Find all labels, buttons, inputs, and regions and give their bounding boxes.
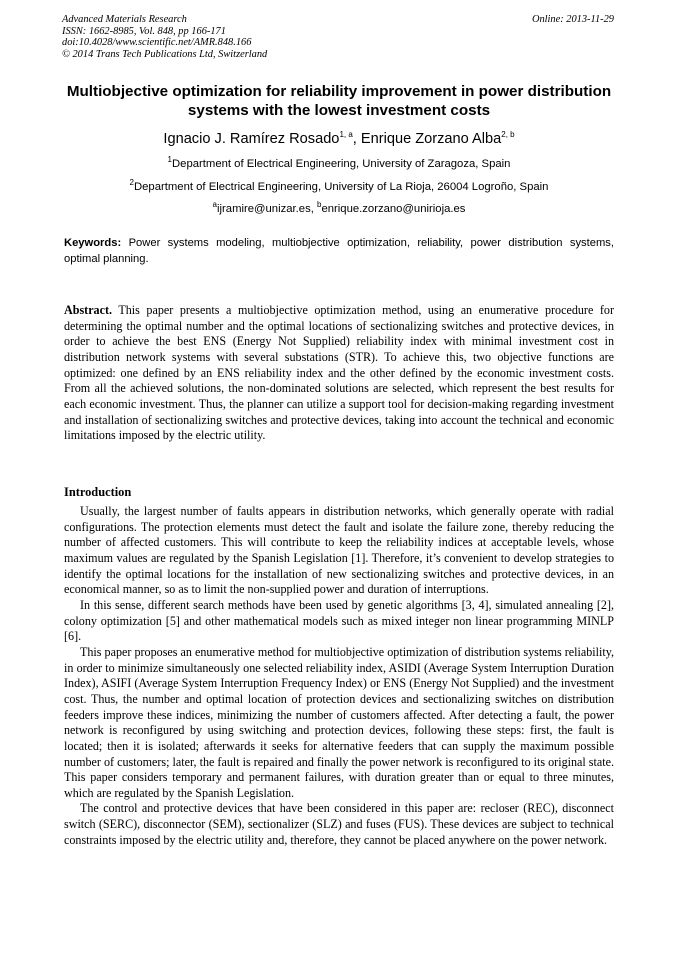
- author-separator: ,: [352, 131, 361, 147]
- paper-title: Multiobjective optimization for reliability improvement in power distribution systems with the lowest investment costs: [66, 83, 612, 119]
- abstract-block: [64, 303, 614, 444]
- abstract-text: This paper presents a multiobjective optimization method, using an enumerative procedure for determining the optimal number and the optimal locations of sectionalizing switches and protective devices, in order to achieve the best ENS (Energy Not Supplied) reliability index with minimal investment cost in distribution network systems with several substations (STR). To achieve this, two objective functions are optimized: one defined by an ENS reliability index and the other defined by the economic investment costs. From all the achieved solutions, the non-dominated solutions are selected, which represent the best results for each economic investment. Thus, the planner can utilize a support tool for decision-making regarding investment and installation of sectionalizing switches and protective devices, taking into account the technical and economic limitations imposed by the electric utility.: [64, 303, 614, 443]
- journal-name: Advanced Materials Research: [62, 14, 187, 25]
- introduction-heading: Introduction: [64, 485, 132, 499]
- affiliation-1-text: Department of Electrical Engineering, University of Zaragoza, Spain: [172, 158, 511, 170]
- email-a-sup: a: [212, 200, 217, 210]
- doi-line: doi:10.4028/www.scientific.net/AMR.848.166: [62, 37, 252, 48]
- email-line: [62, 202, 616, 216]
- paragraph: In this sense, different search methods have been used by genetic algorithms [3, 4], simulated annealing [2], colony optimization [5] and other mathematical models such as mixed integer non linear programming MINLP [6].: [64, 597, 614, 644]
- email-a[interactable]: ijramire@unizar.es,: [217, 203, 317, 215]
- paragraph: The control and protective devices that have been considered in this paper are: recloser (REC), disconnect switch (SERC), disconnector (SEM), sectionalizer (SLZ) and fuses (FUS). These devices are subject to technical constraints imposed by the electric utility and, therefore, they cannot be placed anywhere on the power network.: [64, 801, 614, 847]
- keywords-block: [64, 236, 614, 267]
- author-1-sup: 1, a: [339, 130, 353, 140]
- affiliation-2-num: 2: [129, 178, 134, 188]
- keywords-label: Keywords:: [64, 237, 122, 249]
- abstract-label: Abstract.: [64, 303, 113, 317]
- author-1: Ignacio J. Ramírez Rosado: [163, 131, 340, 147]
- affiliation-2-text: Department of Electrical Engineering, University of La Rioja, 26004 Logroño, Spain: [133, 181, 549, 193]
- introduction-body: [64, 504, 614, 848]
- author-2: Enrique Zorzano Alba: [360, 131, 502, 147]
- copyright-line: © 2014 Trans Tech Publications Ltd, Switzerland: [62, 48, 268, 60]
- email-b[interactable]: enrique.zorzano@unirioja.es: [321, 203, 466, 215]
- email-b-sup: b: [317, 200, 322, 210]
- author-2-sup: 2, b: [501, 130, 515, 140]
- issn-line: ISSN: 1662-8985, Vol. 848, pp 166-171: [62, 25, 226, 37]
- journal-meta: [62, 14, 267, 60]
- affiliation-1: [62, 157, 616, 171]
- author-line: [62, 130, 616, 148]
- affiliation-2: [62, 180, 616, 194]
- keywords-text: Power systems modeling, multiobjective optimization, reliability, power distribution systems, optimal planning.: [64, 237, 614, 265]
- online-date: Online: 2013-11-29: [531, 14, 614, 25]
- affiliation-1-num: 1: [167, 155, 172, 165]
- paragraph: Usually, the largest number of faults appears in distribution networks, which generally operate with radial configurations. The protection elements must detect the fault and isolate the failure zone, thereby reducing the number of affected customers. This will contribute to keep the reliability indices at acceptable levels, whose maximum values are regulated by the Spanish Legislation [1]. Therefore, it’s convenient to develop strategies to identify the optimal locations for the installation of new sectionalizing switches and protective devices, in an economical manner, so as to limit the non-supplied power and duration of interruptions.: [64, 504, 614, 597]
- paragraph: This paper proposes an enumerative method for multiobjective optimization of distribution systems reliability, in order to minimize simultaneously one selected reliability index, ASIDI (Average System Interruption Duration Index), ASIFI (Average System Interruption Frequency Index) or ENS (Energy Not Supplied) and the investment cost. Thus, the number and optimal location of protection devices and sectionalizing switches on distribution feeders improve these indices, minimizing the number of customers affected. After detecting a fault, the power network is reconfigured by using switching and protection devices, following these steps: first, the fault is located; then it is isolated; afterwards it seeks for alternative feeders that can supply the maximum possible number of customers; later, the fault is repaired and finally the power network is reconfigured to its original state. This paper considers temporary and permanent failures, with duration greater than or equal to three minutes, which are regulated by the Spanish Legislation.: [64, 644, 614, 800]
